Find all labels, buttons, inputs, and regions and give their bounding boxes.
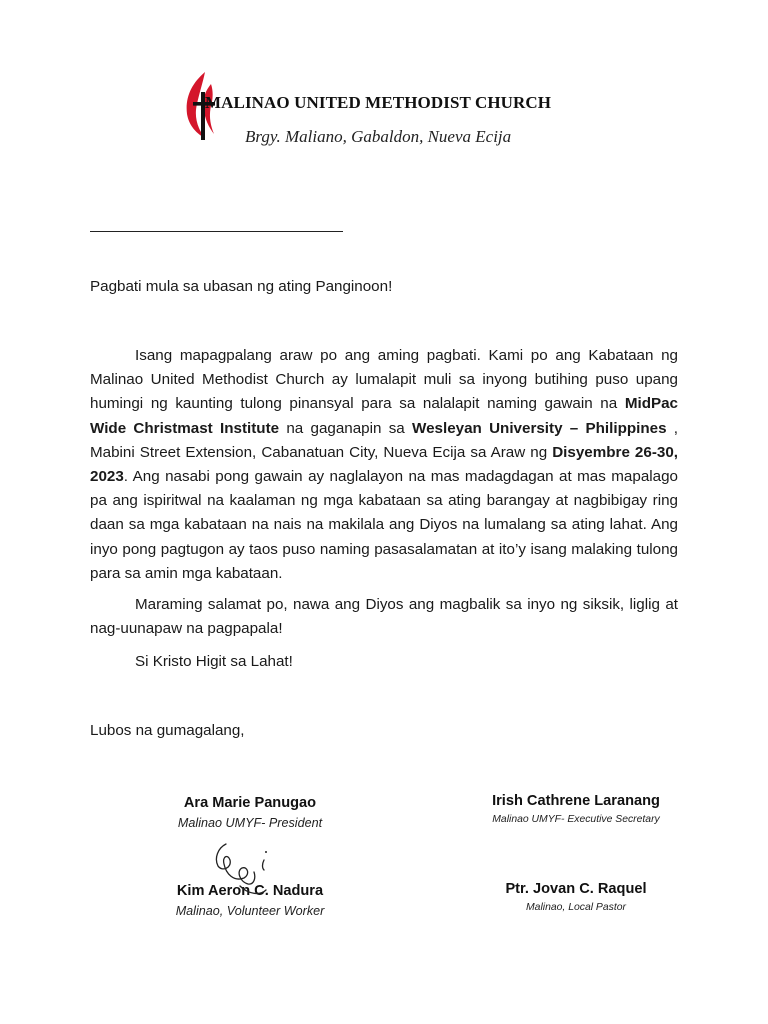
p1-text-1: Isang mapagpalang araw po ang aming pagbati. Kami po ang Kabataan ng Malinao United Methodist Church ay lumalapit muli sa inyong butihing puso upang humingi ng kaunting tulong pinansyal para sa nalalapit naming gawain na <box>90 347 678 413</box>
body-paragraph-1 <box>90 344 678 586</box>
body-paragraph-2: Maraming salamat po, nawa ang Diyos ang magbalik sa inyo ng siksik, liglig at nag-uunapaw na pagpapala! <box>90 596 678 638</box>
p1-text-2: na gaganapin sa <box>279 419 413 437</box>
venue-name: Wesleyan University – Philippines <box>412 419 667 437</box>
signatory-role: Malinao, Local Pastor <box>526 902 626 913</box>
church-address: Brgy. Maliano, Gabaldon, Nueva Ecija <box>245 127 512 146</box>
signatory-role: Malinao, Volunteer Worker <box>175 904 325 918</box>
greeting: Pagbati mula sa ubasan ng ating Panginoon! <box>90 278 393 295</box>
signatory-name: Irish Cathrene Laranang <box>492 793 660 809</box>
signatory-role: Malinao UMYF- Executive Secretary <box>492 814 660 825</box>
signatory-president <box>136 795 364 830</box>
p1-text-3: , Mabini Street Extension, Cabanatuan City, Nueva Ecija sa Araw ng <box>90 419 679 461</box>
signatory-secretary <box>462 793 690 825</box>
signatory-role: Malinao UMYF- President <box>177 816 323 830</box>
signatory-pastor <box>462 881 690 913</box>
church-name: MALINAO UNITED METHODIST CHURCH <box>205 93 552 112</box>
signatory-name: Kim Aeron C. Nadura <box>176 883 324 899</box>
body-paragraph-3: Si Kristo Higit sa Lahat! <box>135 653 293 670</box>
event-name: MidPac Wide Christmast Institute <box>90 395 678 437</box>
p1-text-4: . Ang nasabi pong gawain ay naglalayon na mas madagdagan at mas mapalago pa ang ispiritwal na kaalaman ng mga kabataan sa ating barangay at nagbibigay ring daan sa mga kabataan na nais na makilala ang Diyos na lumalang sa ating lahat. Ang inyo pong pagtugon ay taos puso naming pasasalamatan at ito’y isang malaking tulong para sa amin mga kabataan. <box>90 468 678 582</box>
event-date: Disyembre 26-30, 2023 <box>90 443 678 486</box>
signatory-name: Ara Marie Panugao <box>183 795 317 811</box>
signatory-name: Ptr. Jovan C. Raquel <box>505 881 647 897</box>
recipient-blank-line <box>90 231 343 232</box>
closing-salutation: Lubos na gumagalang, <box>90 722 245 739</box>
handwritten-signature <box>204 838 282 900</box>
